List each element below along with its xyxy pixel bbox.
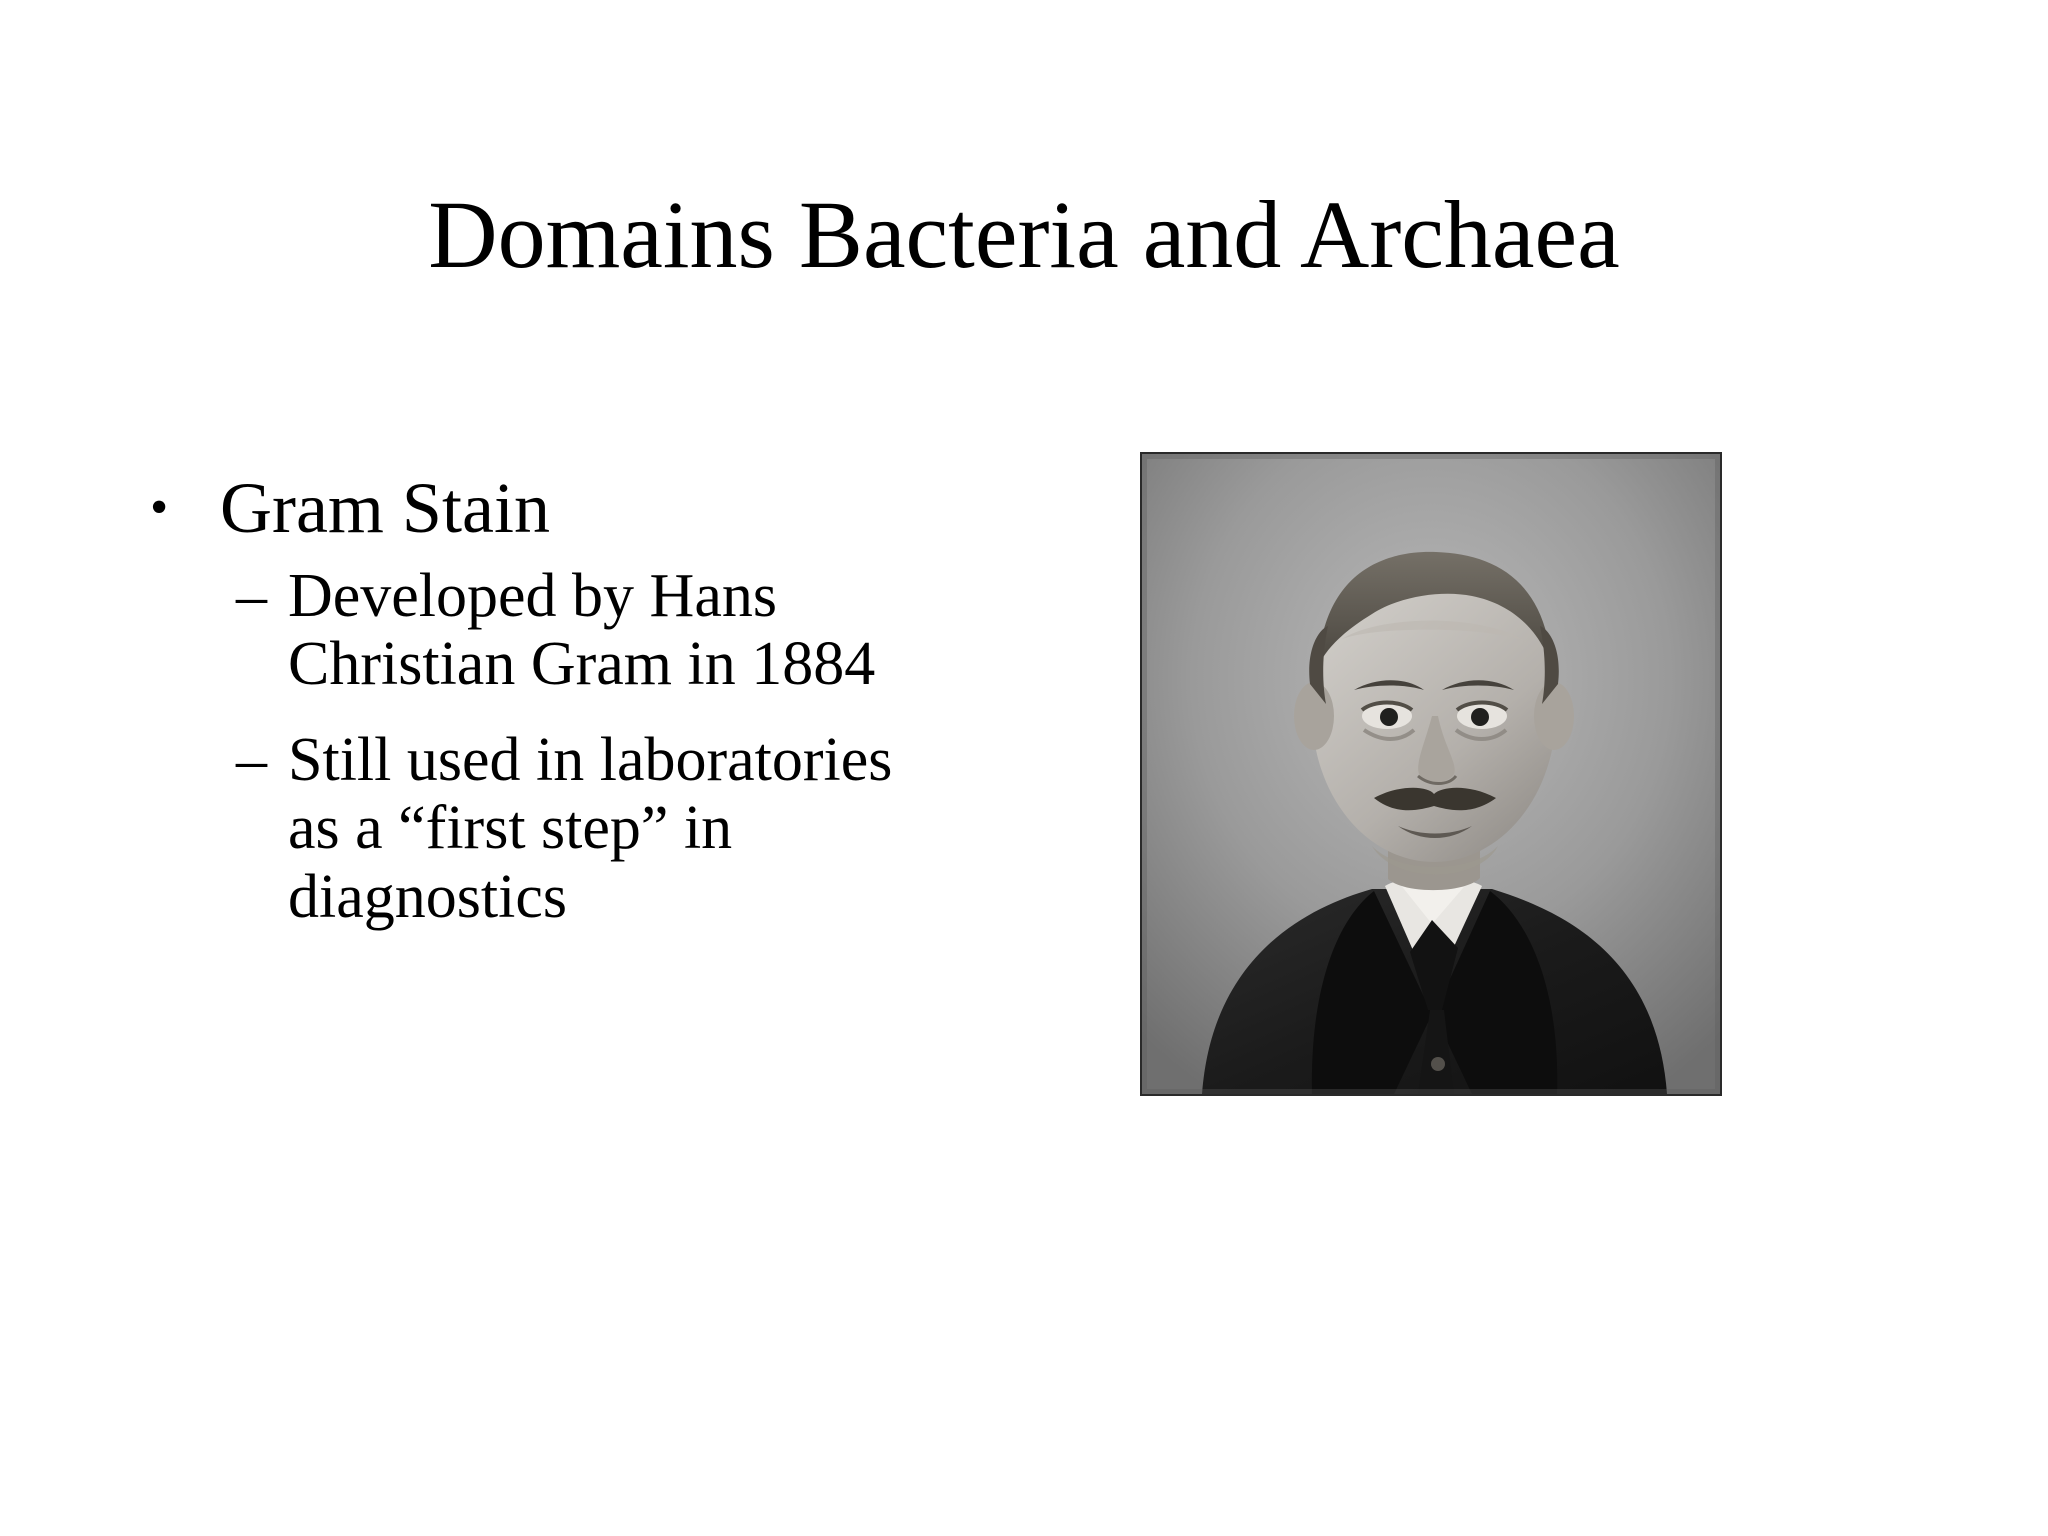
dash-marker-icon: – bbox=[236, 726, 267, 795]
portrait-image bbox=[1140, 452, 1722, 1096]
bullet-marker-icon: • bbox=[150, 479, 169, 536]
list-item-label: Developed by Hans Christian Gram in 1884 bbox=[288, 561, 876, 698]
page-title: Domains Bacteria and Archaea bbox=[428, 181, 1620, 288]
slide-body bbox=[150, 470, 1010, 959]
sub-list bbox=[150, 562, 1010, 931]
dash-marker-icon: – bbox=[236, 561, 267, 630]
list-item bbox=[150, 470, 1010, 548]
portrait-illustration-icon bbox=[1142, 454, 1720, 1094]
list-item bbox=[236, 726, 1010, 931]
list-item-label: Gram Stain bbox=[220, 468, 550, 548]
list-item-label: Still used in laboratories as a “first step” in diagnostics bbox=[288, 726, 893, 931]
list-item bbox=[236, 562, 1010, 698]
